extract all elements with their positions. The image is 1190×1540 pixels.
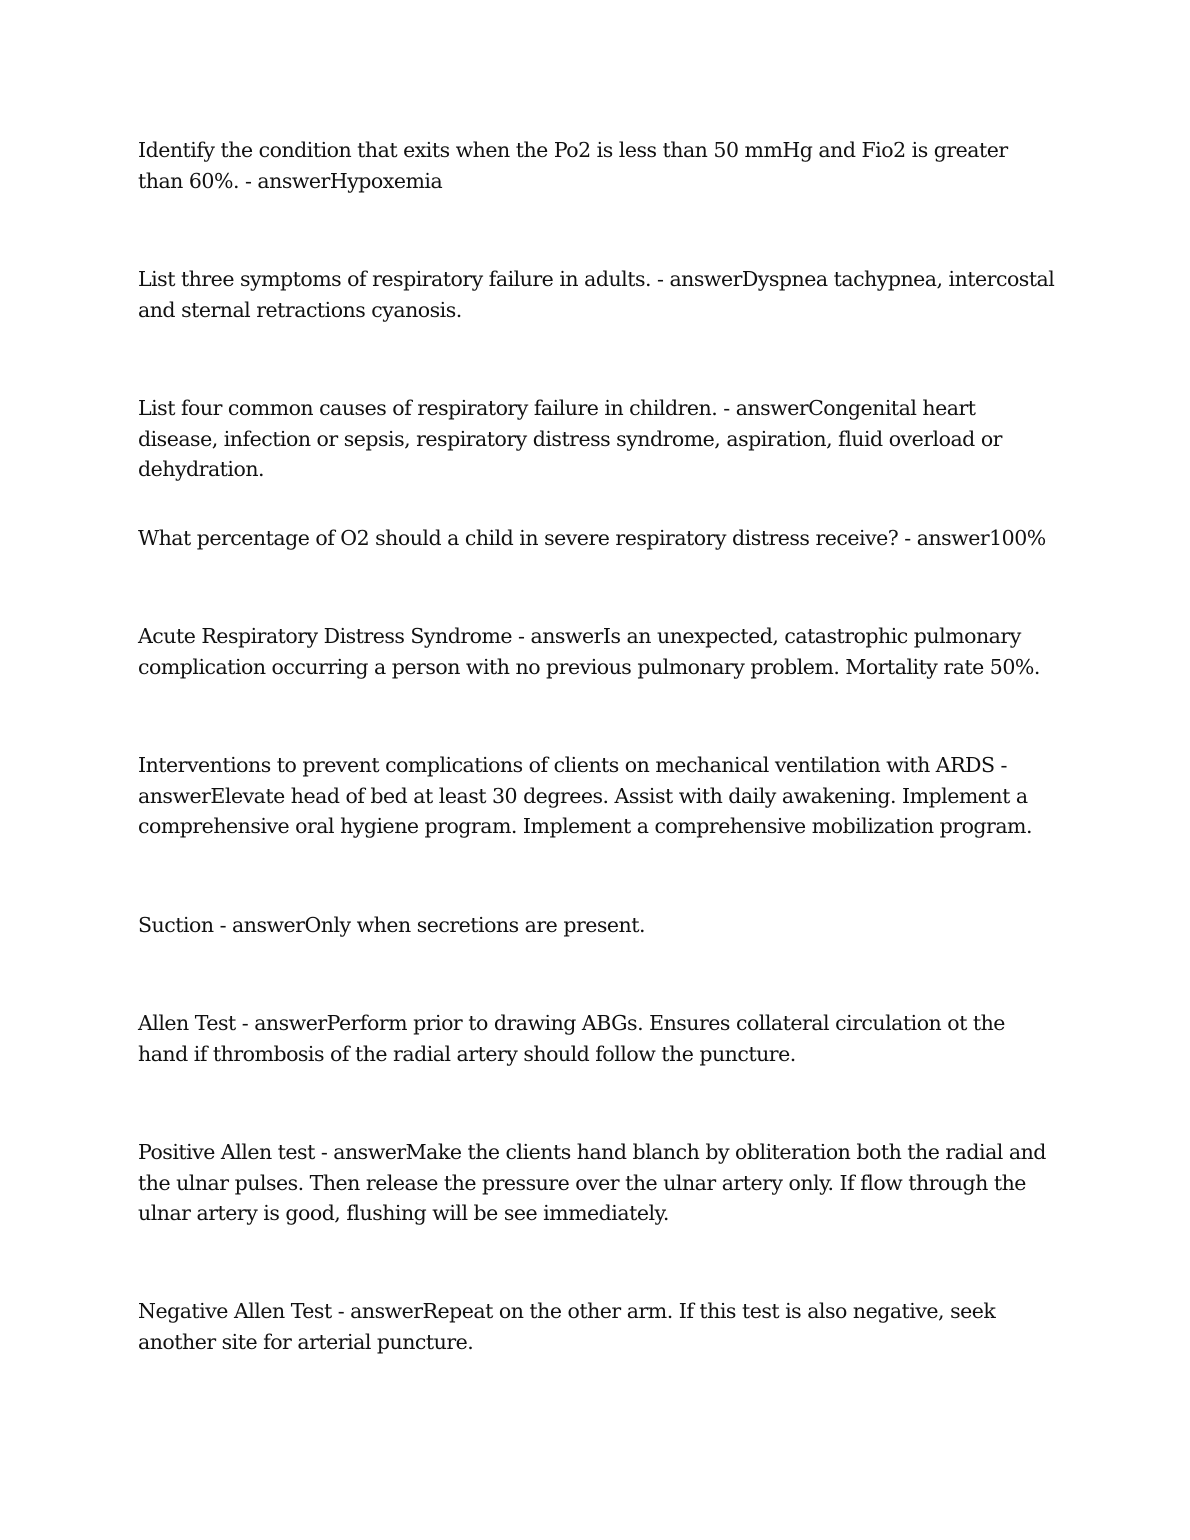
- qa-item-negative-allen-test: Negative Allen Test - answerRepeat on the other arm. If this test is also negative, seek another site for arterial puncture.: [138, 1299, 996, 1354]
- qa-item-ards: Acute Respiratory Distress Syndrome - answerIs an unexpected, catastrophic pulmonary complication occurring a person with no previous pulmonary problem. Mortality rate 50%.: [138, 624, 1040, 679]
- qa-item-child-causes: List four common causes of respiratory failure in children. - answerCongenital heart disease, infection or sepsis, respiratory distress syndrome, aspiration, fluid overload or dehydration.: [138, 396, 1002, 481]
- qa-item-adult-symptoms: List three symptoms of respiratory failure in adults. - answerDyspnea tachypnea, intercostal and sternal retractions cyanosis.: [138, 267, 1055, 322]
- qa-item-o2-percentage: What percentage of O2 should a child in severe respiratory distress receive? - answer100%: [138, 526, 1046, 550]
- qa-item-hypoxemia: Identify the condition that exits when the Po2 is less than 50 mmHg and Fio2 is greater than 60%. - answerHypoxemia: [138, 138, 1008, 193]
- qa-item-positive-allen-test: Positive Allen test - answerMake the clients hand blanch by obliteration both the radial and the ulnar pulses. Then release the pressure over the ulnar artery only. If flow through the ulnar artery is good, flushing will be see immediately.: [138, 1140, 1046, 1225]
- qa-item-suction: Suction - answerOnly when secretions are present.: [138, 913, 645, 937]
- qa-item-ventilation-interventions: Interventions to prevent complications of clients on mechanical ventilation with ARDS - answerElevate head of bed at least 30 degrees. Assist with daily awakening. Implement a comprehensive oral hygiene program. Implement a comprehensive mobilization program.: [138, 753, 1033, 838]
- qa-item-allen-test: Allen Test - answerPerform prior to drawing ABGs. Ensures collateral circulation ot the hand if thrombosis of the radial artery should follow the puncture.: [138, 1011, 1005, 1066]
